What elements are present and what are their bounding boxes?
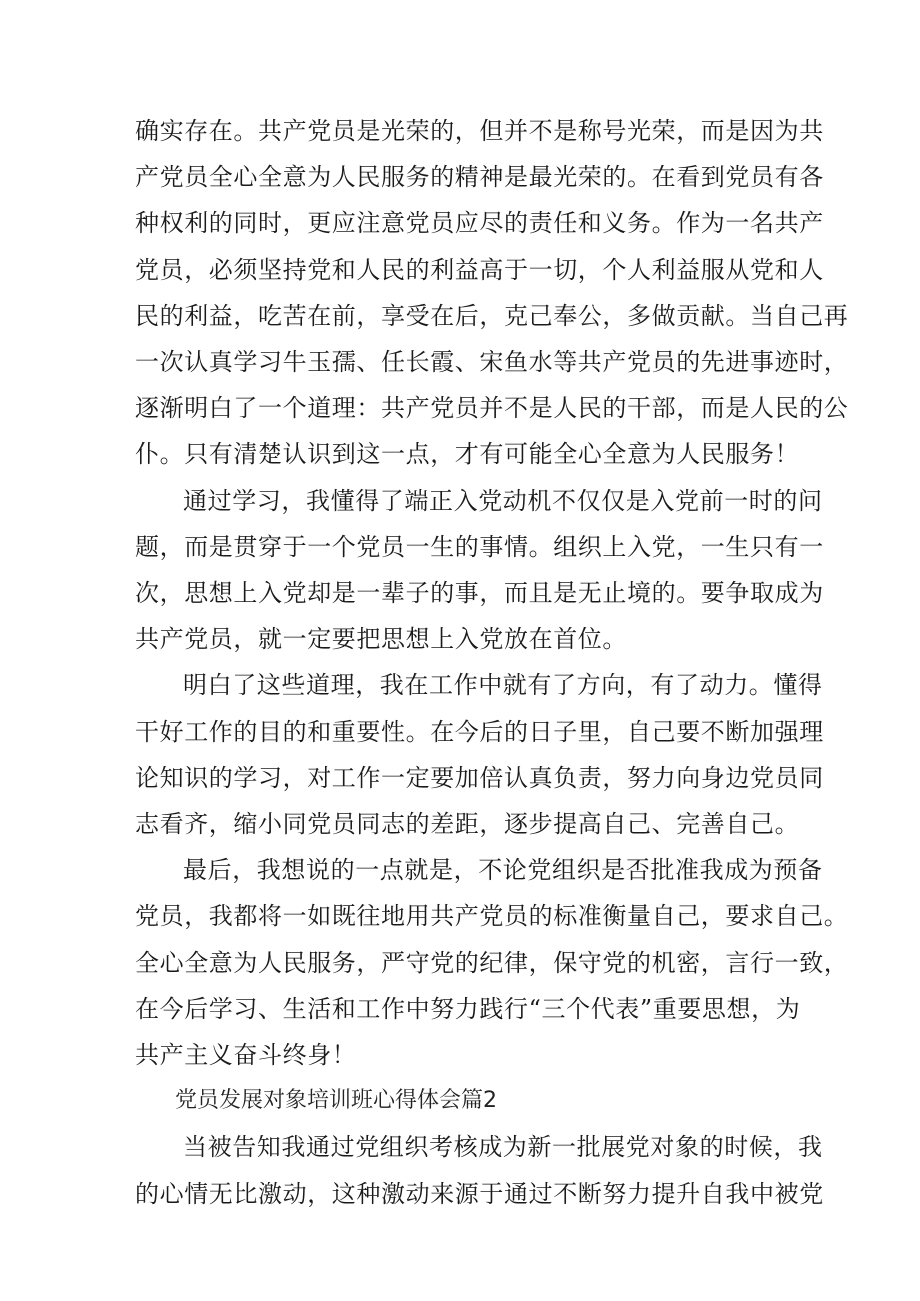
text-line: 民的利益，吃苦在前，享受在后，克己奉公，多做贡献。当自己再 [135, 301, 849, 330]
paragraph-5 [135, 1124, 824, 1216]
text-line: 一次认真学习牛玉孺、任长霞、宋鱼水等共产党员的先进事迹时， [135, 348, 849, 377]
text-line: 仆。只有清楚认识到这一点，才有可能全心全意为人民服务！ [135, 440, 800, 469]
text-line: 通过学习，我懂得了端正入党动机不仅仅是入党前一时的问 [183, 486, 823, 515]
paragraph-4 [135, 847, 849, 1078]
text-line: 当被告知我通过党组织考核成为新一批展党对象的时候，我 [183, 1133, 823, 1162]
text-line: 论知识的学习，对工作一定要加倍认真负责，努力向身边党员同 [135, 763, 824, 792]
text-line: 全心全意为人民服务，严守党的纪律，保守党的机密，言行一致， [135, 948, 849, 977]
text-line: 最后，我想说的一点就是，不论党组织是否批准我成为预备 [183, 856, 823, 885]
text-line: 明白了这些道理，我在工作中就有了方向，有了动力。懂得 [183, 671, 823, 700]
text-line: 题，而是贯穿于一个党员一生的事情。组织上入党，一生只有一 [135, 532, 824, 561]
text-line: 干好工作的目的和重要性。在今后的日子里，自己要不断加强理 [135, 717, 824, 746]
paragraph-2 [135, 478, 824, 663]
text-line: 共产主义奋斗终身！ [135, 1041, 357, 1070]
section-heading: 党员发展对象培训班心得体会篇2 [175, 1088, 497, 1114]
text-line: 党员，必须坚持党和人民的利益高于一切，个人利益服从党和人 [135, 255, 824, 284]
text-line: 逐渐明白了一个道理：共产党员并不是人民的干部，而是人民的公 [135, 394, 849, 423]
paragraph-3 [135, 662, 824, 847]
text-line: 在今后学习、生活和工作中努力践行“三个代表”重要思想，为 [135, 994, 801, 1023]
text-line: 的心情无比激动，这种激动来源于通过不断努力提升自我中被党 [135, 1179, 824, 1208]
text-line: 确实存在。共产党员是光荣的，但并不是称号光荣，而是因为共 [135, 117, 824, 145]
text-line: 党员，我都将一如既往地用共产党员的标准衡量自己，要求自己。 [135, 902, 849, 931]
paragraph-1 [135, 108, 849, 478]
text-line: 种权利的同时，更应注意党员应尽的责任和义务。作为一名共产 [135, 209, 824, 238]
text-line: 产党员全心全意为人民服务的精神是最光荣的。在看到党员有各 [135, 163, 824, 192]
text-line: 次，思想上入党却是一辈子的事，而且是无止境的。要争取成为 [135, 579, 824, 608]
document-page [135, 108, 849, 1217]
text-line: 志看齐，缩小同党员同志的差距，逐步提高自己、完善自己。 [135, 810, 800, 839]
text-line: 共产党员，就一定要把思想上入党放在首位。 [135, 625, 627, 654]
